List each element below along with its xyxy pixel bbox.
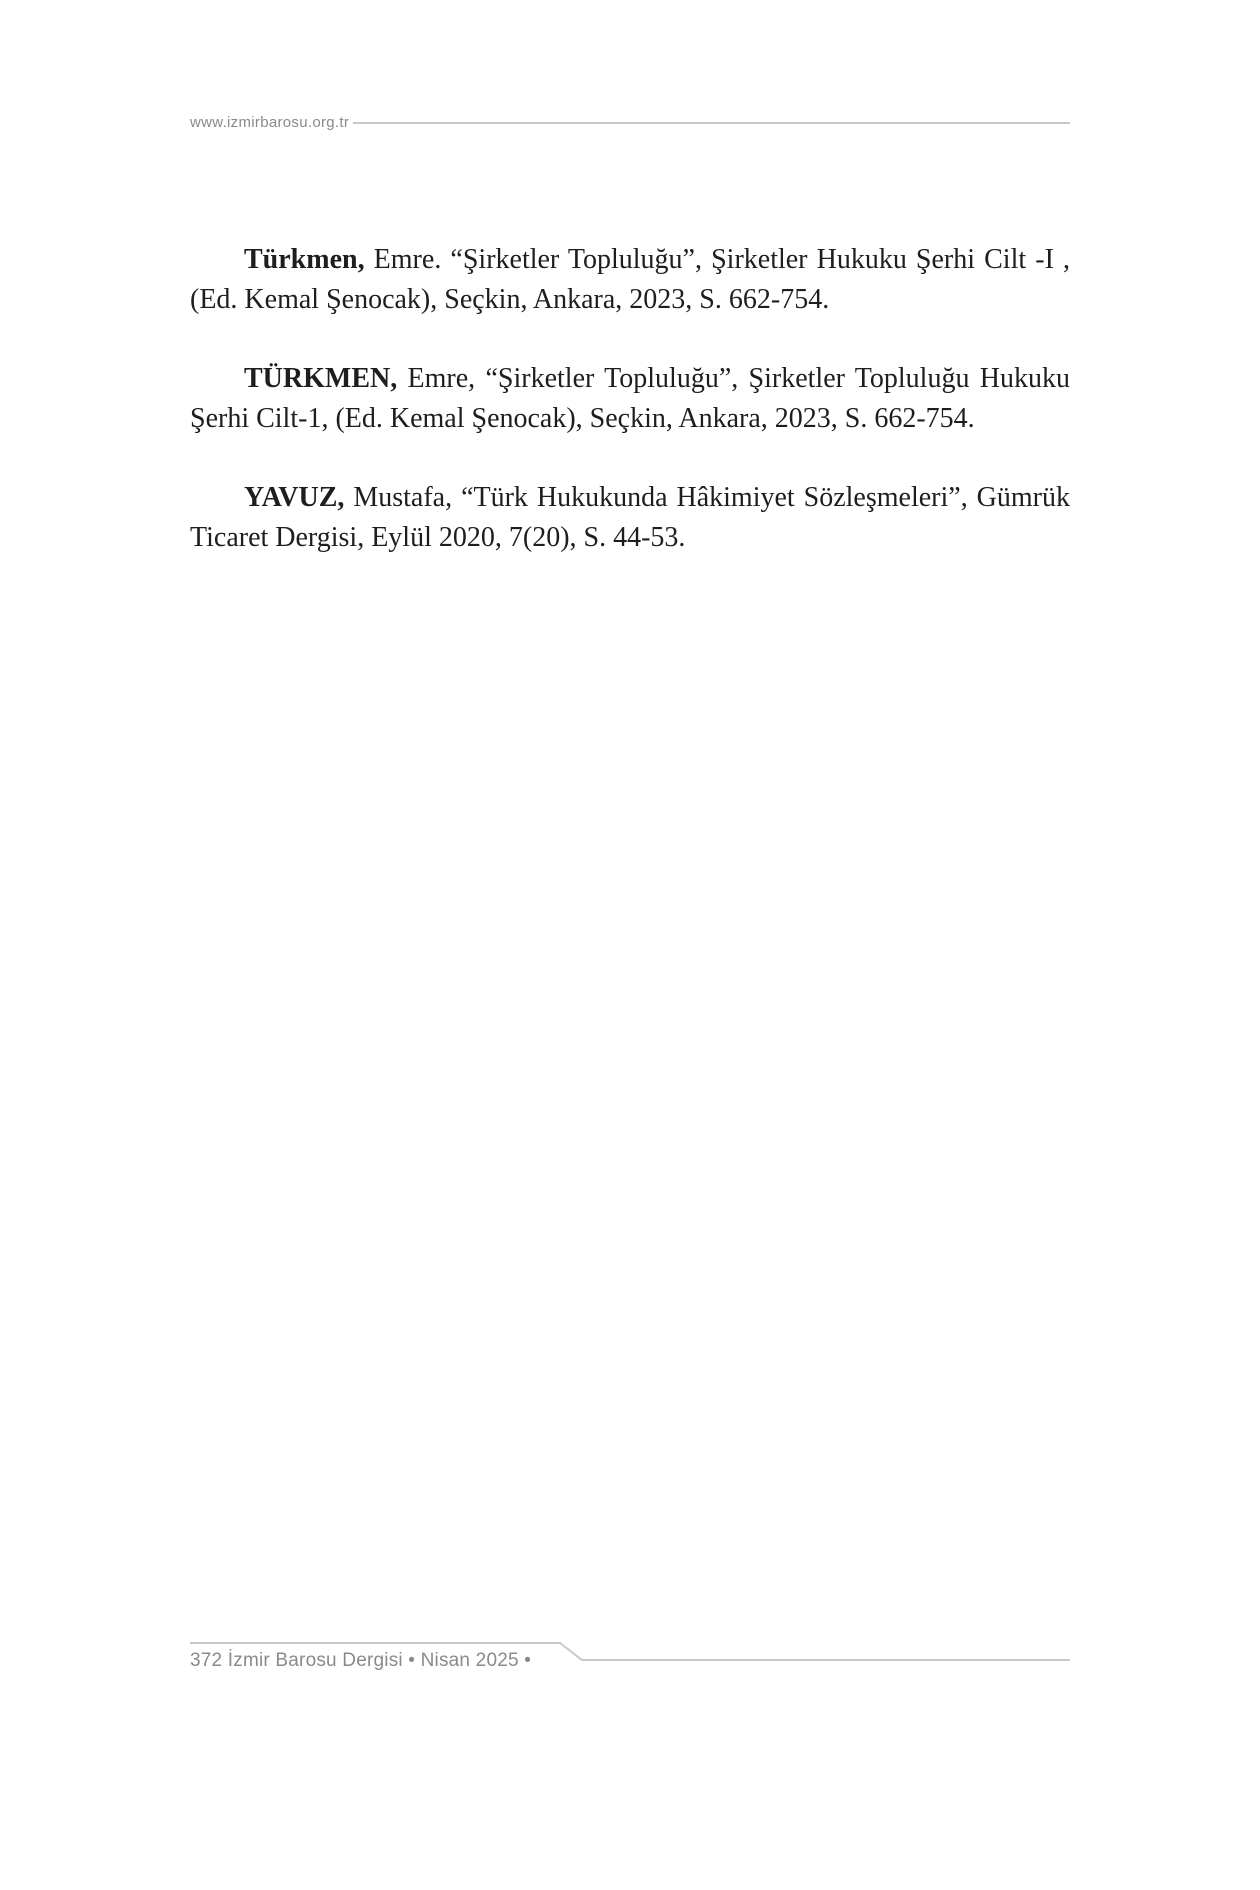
reference-entry xyxy=(190,478,1070,558)
reference-entry xyxy=(190,240,1070,320)
reference-author: Türkmen, xyxy=(244,244,365,275)
footer-text: 372 İzmir Barosu Dergisi • Nisan 2025 • xyxy=(190,1650,532,1671)
page-footer xyxy=(190,1640,1070,1680)
header-rule xyxy=(353,122,1070,124)
references-list xyxy=(190,240,1070,597)
page-header xyxy=(190,112,1070,132)
reference-entry xyxy=(190,359,1070,439)
reference-text: Mustafa, “Türk Hukukunda Hâkimiyet Sözleşmeleri”, Gümrük Ticaret Dergisi, Eylül 2020, 7(20), S. 44-53. xyxy=(190,482,1070,553)
reference-text: Emre, “Şirketler Topluluğu”, Şirketler Topluluğu Hukuku Şerhi Cilt-1, (Ed. Kemal Şenocak), Seçkin, Ankara, 2023, S. 662-754. xyxy=(190,363,1070,434)
header-url: www.izmirbarosu.org.tr xyxy=(190,113,350,131)
reference-author: YAVUZ, xyxy=(244,482,345,513)
reference-author: TÜRKMEN, xyxy=(244,363,398,394)
reference-text: Emre. “Şirketler Topluluğu”, Şirketler Hukuku Şerhi Cilt -I , (Ed. Kemal Şenocak), Seçkin, Ankara, 2023, S. 662-754. xyxy=(190,244,1070,315)
